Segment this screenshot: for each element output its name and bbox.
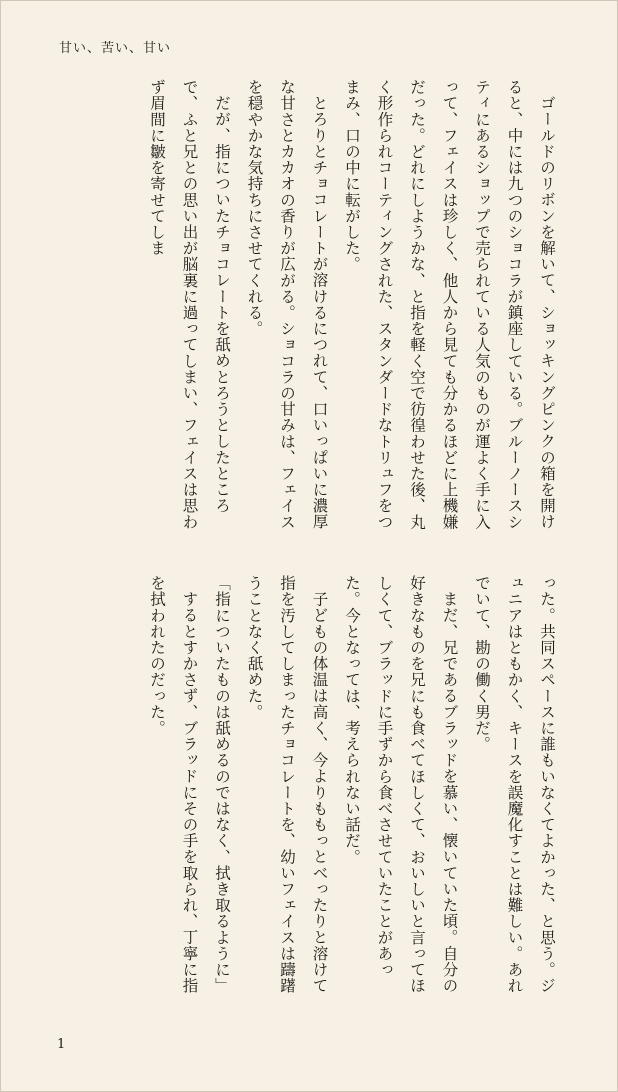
paragraph-continuation: った。共同スペースに誰もいなくてよかった、と思う。ジュニアはともかく、キースを誤魔化すことは難しい。あれでいて、勘の働く男だ。 — [473, 575, 556, 994]
upper-text-block — [53, 79, 563, 531]
paragraph: まだ、兄であるブラッドを慕い、懐いていた頃。自分の好きなものを兄にも食べてほしくて、おいしいと言ってほしくて、ブラッドに手ずから食べさせていたことがあった。今となっては、考えられない話だ。 — [343, 575, 459, 994]
paragraph: するとすかさず、ブラッドにその手を取られ、丁寧に指を拭われたのだった。 — [148, 575, 199, 993]
dialogue-quote: 「指についたものは舐めるのではなく、拭き取るように」 — [213, 575, 231, 994]
page-number: 1 — [57, 1037, 66, 1052]
lower-text-block — [53, 575, 563, 1001]
running-title: 甘い、苦い、甘い — [59, 41, 172, 56]
paragraph: とろりとチョコレートが溶けるにつれて、口いっぱいに濃厚な甘さとカカオの香りが広がる。ショコラの甘みは、フェイスを穏やかな気持ちにさせてくれる。 — [245, 79, 329, 530]
paragraph: ゴールドのリボンを解いて、ショッキングピンクの箱を開けると、中には九つのショコラが鎮座している。ブルーノースシティにあるショップで売られている人気のものが運よく手に入って、フェイスは珍しく、他人から見ても分かるほどに上機嫌だった。どれにしようかな、と指を軽く空で彷徨わせた後、丸く形作られコーティングされた、スタンダードなトリュフをつまみ、口の中に転がした。 — [343, 79, 556, 530]
paragraph: 子どもの体温は高く、今よりももっとべったりと溶けて指を汚してしまったチョコレートを、幼いフェイスは躊躇うことなく舐めた。 — [245, 575, 329, 994]
paragraph: だが、指についたチョコレートを舐めとろうとしたところで、ふと兄との思い出が脳裏に過ってしまい、フェイスは思わず眉間に皺を寄せてしま — [148, 79, 231, 530]
